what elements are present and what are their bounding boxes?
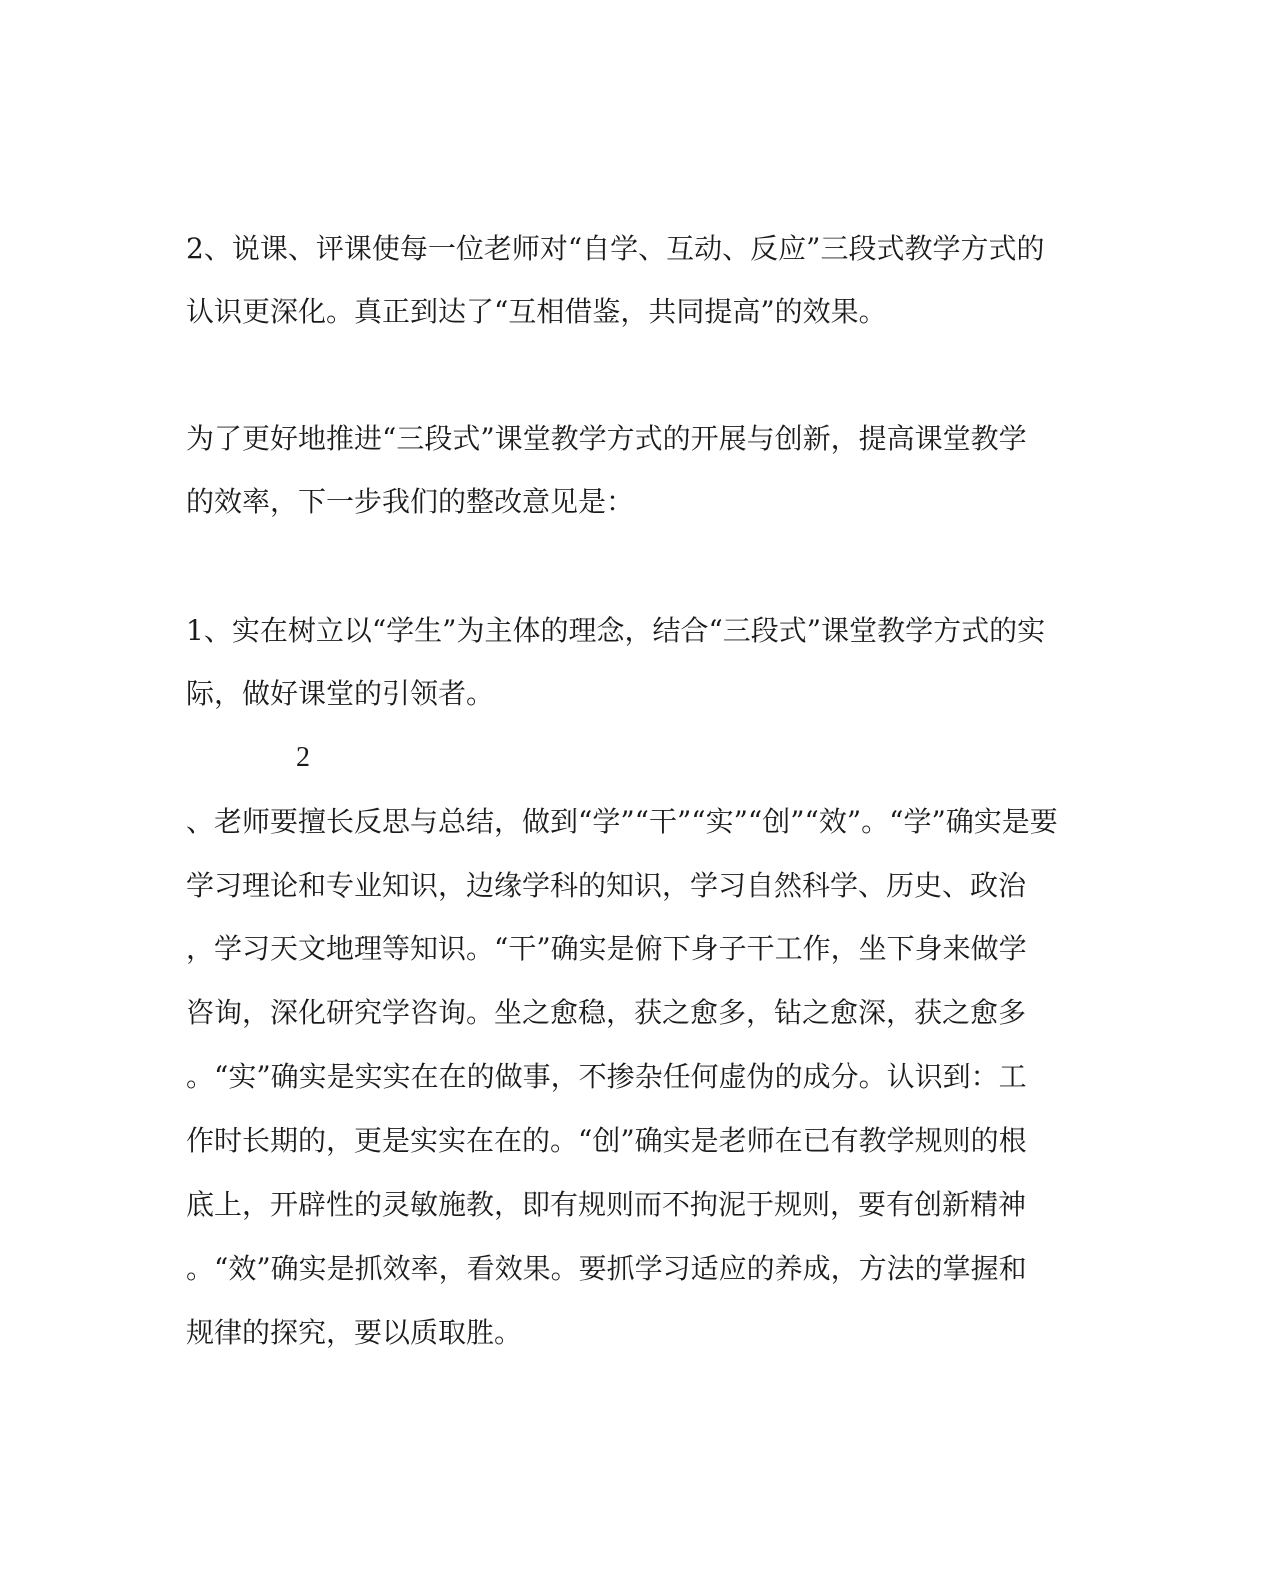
paragraph-4-line-8: 。“效”确实是抓效率，看效果。要抓学习适应的养成，方法的掌握和 (186, 1252, 1027, 1285)
paragraph-1-line-1: 2、说课、评课使每一位老师对“自学、互动、反应”三段式教学方式的 (186, 232, 1045, 265)
paragraph-4-line-3: ，学习天文地理等知识。“干”确实是俯下身子干工作，坐下身来做学 (186, 932, 1027, 965)
paragraph-4-line-5: 。“实”确实是实实在在的做事，不掺杂任何虚伪的成分。认识到：工 (186, 1060, 1027, 1093)
paragraph-4-line-6: 作时长期的，更是实实在在的。“创”确实是老师在已有教学规则的根 (186, 1124, 1027, 1157)
paragraph-3-line-1: 1、实在树立以“学生”为主体的理念，结合“三段式”课堂教学方式的实 (186, 614, 1046, 647)
paragraph-4-line-7: 底上，开辟性的灵敏施教，即有规则而不拘泥于规则，要有创新精神 (186, 1188, 1027, 1221)
paragraph-1-line-2: 认识更深化。真正到达了“互相借鉴，共同提高”的效果。 (186, 295, 887, 328)
paragraph-2-line-1: 为了更好地推进“三段式”课堂教学方式的开展与创新，提高课堂教学 (186, 422, 1027, 455)
paragraph-4-line-4: 咨询，深化研究学咨询。坐之愈稳，获之愈多，钻之愈深，获之愈多 (186, 996, 1027, 1029)
paragraph-4-line-2: 学习理论和专业知识，边缘学科的知识，学习自然科学、历史、政治 (186, 869, 1027, 902)
paragraph-2-line-2: 的效率，下一步我们的整改意见是： (186, 485, 635, 518)
paragraph-4-line-1: 、老师要擅长反思与总结，做到“学”“干”“实”“创”“效”。“学”确实是要 (186, 805, 1058, 838)
paragraph-4-line-9: 规律的探究，要以质取胜。 (186, 1316, 523, 1349)
paragraph-3-line-2: 际，做好课堂的引领者。 (186, 677, 495, 710)
paragraph-4-number: 2 (296, 742, 310, 773)
